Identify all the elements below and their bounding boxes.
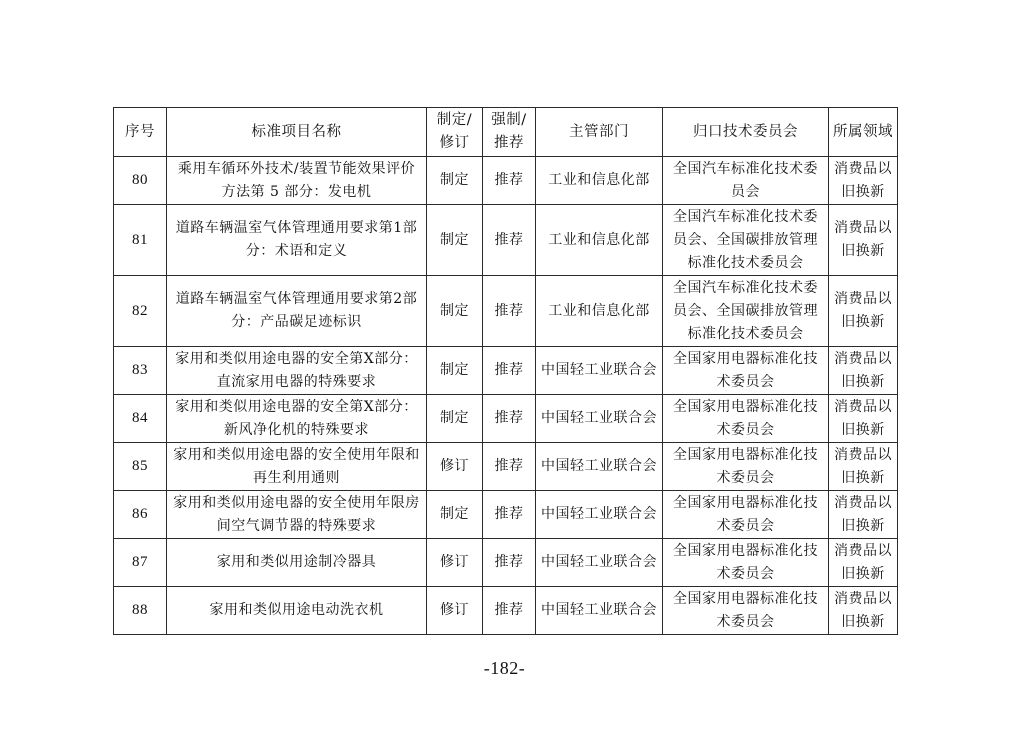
cell-name: 家用和类似用途制冷器具 [167, 539, 427, 587]
cell-committee: 全国家用电器标准化技术委员会 [663, 491, 829, 539]
cell-field: 消费品以旧换新 [829, 347, 898, 395]
standards-table [113, 107, 898, 635]
cell-type: 制定 [427, 491, 483, 539]
cell-name: 家用和类似用途电器的安全第X部分：新风净化机的特殊要求 [167, 395, 427, 443]
cell-seq: 87 [114, 539, 167, 587]
cell-level: 推荐 [483, 539, 536, 587]
table-row [114, 347, 898, 395]
table-row [114, 539, 898, 587]
cell-level: 推荐 [483, 491, 536, 539]
cell-field: 消费品以旧换新 [829, 587, 898, 635]
cell-committee: 全国家用电器标准化技术委员会 [663, 539, 829, 587]
cell-dept: 中国轻工业联合会 [536, 539, 663, 587]
cell-dept: 工业和信息化部 [536, 157, 663, 205]
cell-type: 修订 [427, 587, 483, 635]
cell-level: 推荐 [483, 276, 536, 347]
cell-field: 消费品以旧换新 [829, 539, 898, 587]
cell-seq: 82 [114, 276, 167, 347]
cell-type: 修订 [427, 443, 483, 491]
cell-dept: 中国轻工业联合会 [536, 347, 663, 395]
cell-level: 推荐 [483, 157, 536, 205]
cell-field: 消费品以旧换新 [829, 276, 898, 347]
cell-field: 消费品以旧换新 [829, 443, 898, 491]
header-field: 所属领域 [829, 108, 898, 157]
cell-level: 推荐 [483, 443, 536, 491]
cell-type: 制定 [427, 395, 483, 443]
cell-field: 消费品以旧换新 [829, 205, 898, 276]
cell-seq: 85 [114, 443, 167, 491]
cell-type: 修订 [427, 539, 483, 587]
table-row [114, 205, 898, 276]
cell-level: 推荐 [483, 395, 536, 443]
table-row [114, 395, 898, 443]
page-number: -182- [483, 658, 526, 678]
cell-name: 家用和类似用途电动洗衣机 [167, 587, 427, 635]
cell-committee: 全国家用电器标准化技术委员会 [663, 443, 829, 491]
header-type: 制定/修订 [427, 108, 483, 157]
table-row [114, 443, 898, 491]
cell-dept: 中国轻工业联合会 [536, 395, 663, 443]
cell-type: 制定 [427, 347, 483, 395]
cell-name: 乘用车循环外技术/装置节能效果评价方法第 5 部分：发电机 [167, 157, 427, 205]
header-seq: 序号 [114, 108, 167, 157]
cell-committee: 全国家用电器标准化技术委员会 [663, 587, 829, 635]
cell-seq: 84 [114, 395, 167, 443]
cell-field: 消费品以旧换新 [829, 157, 898, 205]
table-row [114, 491, 898, 539]
cell-level: 推荐 [483, 587, 536, 635]
cell-dept: 工业和信息化部 [536, 205, 663, 276]
cell-committee: 全国汽车标准化技术委员会 [663, 157, 829, 205]
header-dept: 主管部门 [536, 108, 663, 157]
cell-name: 家用和类似用途电器的安全第X部分：直流家用电器的特殊要求 [167, 347, 427, 395]
cell-dept: 工业和信息化部 [536, 276, 663, 347]
table-header-row [114, 108, 898, 157]
cell-type: 制定 [427, 205, 483, 276]
table-row [114, 157, 898, 205]
cell-name: 道路车辆温室气体管理通用要求第1部分：术语和定义 [167, 205, 427, 276]
cell-level: 推荐 [483, 205, 536, 276]
cell-dept: 中国轻工业联合会 [536, 491, 663, 539]
cell-seq: 81 [114, 205, 167, 276]
cell-type: 制定 [427, 157, 483, 205]
cell-seq: 88 [114, 587, 167, 635]
cell-name: 道路车辆温室气体管理通用要求第2部分：产品碳足迹标识 [167, 276, 427, 347]
cell-committee: 全国汽车标准化技术委员会、全国碳排放管理标准化技术委员会 [663, 276, 829, 347]
cell-dept: 中国轻工业联合会 [536, 443, 663, 491]
cell-name: 家用和类似用途电器的安全使用年限和再生利用通则 [167, 443, 427, 491]
cell-type: 制定 [427, 276, 483, 347]
cell-committee: 全国家用电器标准化技术委员会 [663, 395, 829, 443]
header-committee: 归口技术委员会 [663, 108, 829, 157]
cell-field: 消费品以旧换新 [829, 395, 898, 443]
cell-dept: 中国轻工业联合会 [536, 587, 663, 635]
table-row [114, 587, 898, 635]
header-level: 强制/推荐 [483, 108, 536, 157]
cell-committee: 全国汽车标准化技术委员会、全国碳排放管理标准化技术委员会 [663, 205, 829, 276]
cell-name: 家用和类似用途电器的安全使用年限房间空气调节器的特殊要求 [167, 491, 427, 539]
cell-seq: 83 [114, 347, 167, 395]
cell-seq: 86 [114, 491, 167, 539]
header-name: 标准项目名称 [167, 108, 427, 157]
cell-field: 消费品以旧换新 [829, 491, 898, 539]
cell-seq: 80 [114, 157, 167, 205]
cell-level: 推荐 [483, 347, 536, 395]
table-row [114, 276, 898, 347]
cell-committee: 全国家用电器标准化技术委员会 [663, 347, 829, 395]
